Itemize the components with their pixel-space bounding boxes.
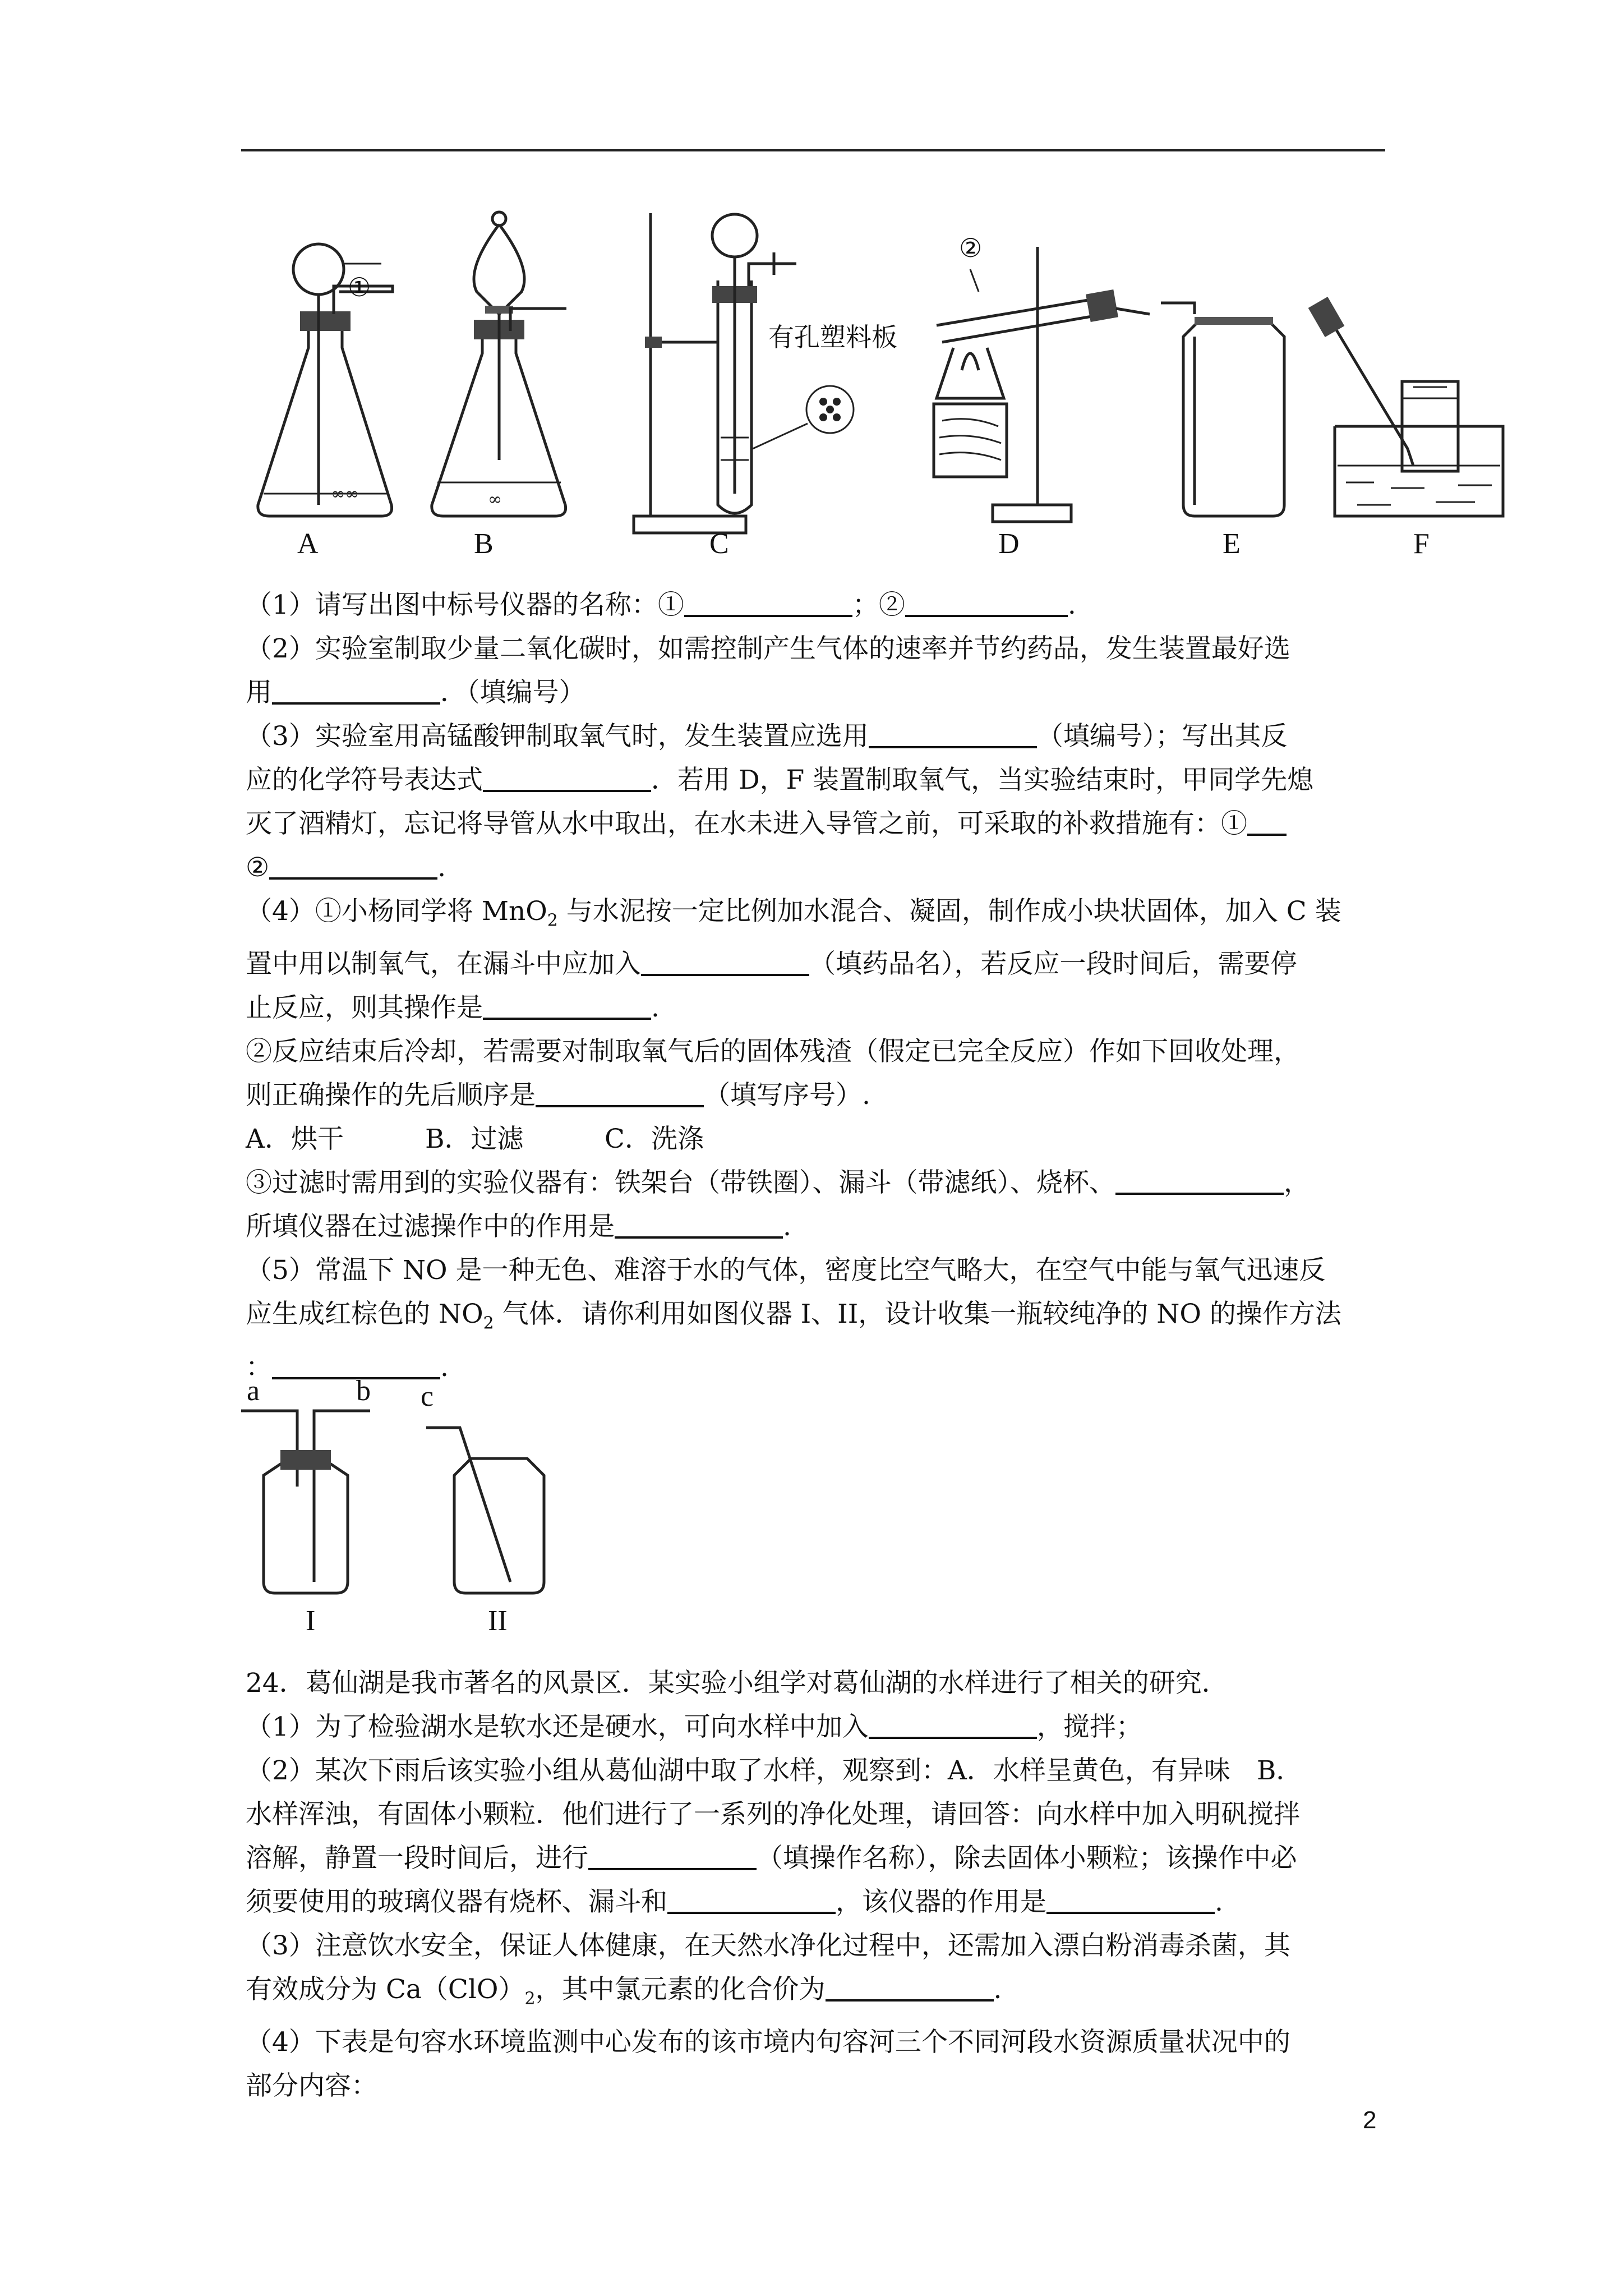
plate-label: 有孔塑料板 (768, 322, 897, 352)
blank[interactable] (272, 675, 440, 705)
label-d: D (998, 528, 1020, 560)
q24-title: 24．葛仙湖是我市著名的风景区．某实验小组学对葛仙湖的水样进行了相关的研究． (246, 1668, 1228, 1699)
label-e: E (1223, 528, 1241, 560)
bottle-i (241, 1411, 370, 1593)
blank[interactable] (905, 588, 1068, 617)
blank[interactable] (483, 763, 651, 792)
q4-line-d: ②反应结束后冷却，若需要对制取氧气后的固体残渣（假定已完全反应）作如下回收处理， (246, 1036, 1300, 1068)
label-b: B (474, 528, 494, 560)
blank[interactable] (826, 1972, 994, 2001)
q24-1-line: （1）为了检验湖水是软水还是硬水，可向水样中加入 ，搅拌； (246, 1705, 1378, 1749)
svg-text:∞∞: ∞∞ (331, 484, 359, 504)
apparatus-d (934, 247, 1150, 522)
q24-3-line-b: 有效成分为 $Ca(ClO)_2$，其中氯元素的化合价为 . (246, 1968, 1378, 2021)
blank[interactable] (869, 719, 1037, 748)
blank[interactable] (588, 1841, 757, 1870)
marker-2: ② (959, 233, 983, 263)
label-a: A (297, 528, 319, 560)
apparatus-figure-top (213, 202, 1559, 572)
q3-line-d: ② . (246, 846, 1378, 890)
blank[interactable] (483, 991, 651, 1020)
q4-line-c: 止反应，则其操作是 . (246, 986, 1378, 1030)
blank[interactable] (869, 1710, 1037, 1739)
q3-line-b: 应的化学符号表达式 ．若用 D，F 装置制取氧气，当实验结束时，甲同学先熄 (246, 758, 1378, 802)
label-bottle-i: I (306, 1605, 316, 1637)
apparatus-f (1308, 297, 1503, 516)
q24-2-line-d: 须要使用的玻璃仪器有烧杯、漏斗和 ，该仪器的作用是 . (246, 1880, 1378, 1924)
label-bottle-ii: II (488, 1605, 508, 1637)
q5-line-a: （5）常温下 NO 是一种无色、难溶于水的气体，密度比空气略大，在空气中能与氧气迅速反 (246, 1255, 1326, 1286)
marker-1: ① (348, 272, 371, 302)
q5-line-c: ： . (246, 1346, 1378, 1389)
q24-4-line-b: 部分内容： (246, 2070, 377, 2102)
blank[interactable] (684, 588, 852, 617)
q4-line-b: 置中用以制氧气，在漏斗中应加入 （填药品名），若反应一段时间后，需要停 (246, 942, 1378, 986)
q24-4-line-a: （4）下表是句容水环境监测中心发布的该市境内句容河三个不同河段水资源质量状况中的 (246, 2027, 1290, 2058)
apparatus-c (634, 213, 854, 533)
label-c: C (709, 528, 729, 560)
q1-line: （1）请写出图中标号仪器的名称：① ；② . (246, 583, 1378, 627)
q4-line-h: 所填仪器在过滤操作中的作用是 . (246, 1205, 1378, 1249)
port-c: c (421, 1381, 434, 1412)
blank[interactable] (1115, 1166, 1284, 1195)
blank[interactable] (269, 850, 437, 880)
q5-line-b: 应生成红棕色的 $NO_2$ 气体．请你利用如图仪器 I、II，设计收集一瓶较纯净的 NO 的操作方法 (246, 1299, 1341, 1333)
port-a: a (247, 1375, 260, 1407)
apparatus-figure-bottom (236, 1358, 628, 1649)
page-number: 2 (1363, 2106, 1377, 2134)
apparatus-e (1161, 303, 1284, 516)
svg-text:∞: ∞ (488, 490, 502, 509)
q24-2-line-b: 水样浑浊，有固体小颗粒．他们进行了一系列的净化处理，请回答：向水样中加入明矾搅拌 (246, 1799, 1300, 1830)
apparatus-drawings (213, 202, 1559, 572)
q24-2-line-a: （2）某次下雨后该实验小组从葛仙湖中取了水样，观察到：A．水样呈黄色，有异味 B． (246, 1755, 1303, 1786)
q24-3-line-a: （3）注意饮水安全，保证人体健康，在天然水净化过程中，还需加入漂白粉消毒杀菌，其 (246, 1930, 1290, 1961)
q3-line-c: 灭了酒精灯，忘记将导管从水中取出，在水未进入导管之前，可采取的补救措施有：① (246, 802, 1378, 846)
q24-2-line-c: 溶解，静置一段时间后，进行 （填操作名称），除去固体小颗粒；该操作中必 (246, 1837, 1378, 1880)
q4-line-a: （4）①小杨同学将 MnO$_2$ 与水泥按一定比例加水混合、凝固，制作成小块状固体，加入 C 装 (246, 896, 1341, 931)
blank[interactable] (641, 947, 809, 976)
label-f: F (1413, 528, 1430, 560)
q2-line-b: 用 ．（填编号） (246, 671, 1378, 715)
port-b: b (356, 1375, 371, 1407)
question-24-body (246, 1662, 1378, 2108)
question-23-body (246, 583, 1378, 1389)
q4-options: A．烘干 B．过滤 C．洗涤 (246, 1124, 704, 1155)
blank[interactable] (615, 1209, 783, 1239)
q4-line-e: 则正确操作的先后顺序是 （填写序号）. (246, 1074, 1378, 1117)
bottle-ii (426, 1428, 544, 1593)
header-rule (241, 149, 1385, 151)
q3-line-a: （3）实验室用高锰酸钾制取氧气时，发生装置应选用 （填编号）；写出其反 (246, 715, 1378, 758)
blank[interactable] (1247, 807, 1287, 836)
blank[interactable] (667, 1885, 836, 1914)
apparatus-a (258, 244, 393, 516)
apparatus-b (432, 212, 566, 516)
blank[interactable] (1046, 1885, 1215, 1914)
q4-line-g: ③过滤时需用到的实验仪器有：铁架台（带铁圈）、漏斗（带滤纸）、烧杯、 ， (246, 1161, 1378, 1205)
q2-line-a: （2）实验室制取少量二氧化碳时，如需控制产生气体的速率并节约药品，发生装置最好选 (246, 633, 1290, 664)
blank[interactable] (536, 1078, 704, 1107)
